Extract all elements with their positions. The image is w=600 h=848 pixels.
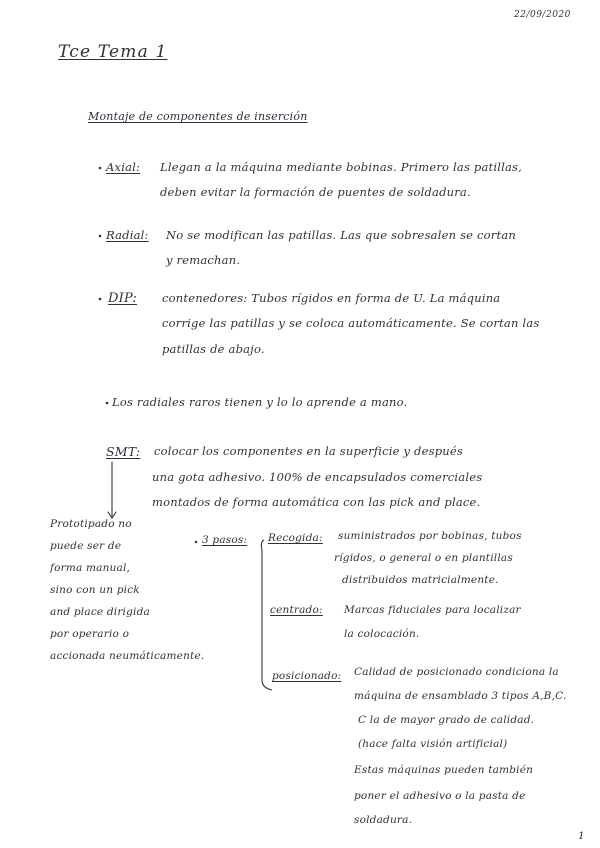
posicionado-line-6: poner el adhesivo o la pasta de [354,790,526,802]
recogida-line-3: distribuidos matricialmente. [342,574,499,586]
side-note-line-5: and place dirigida [50,606,150,618]
axial-label: Axial: [106,160,141,174]
posicionado-line-2: máquina de ensamblado 3 tipos A,B,C. [354,690,567,702]
posicionado-line-5: Estas máquinas pueden también [354,764,534,776]
side-note-line-7: accionada neumáticamente. [50,650,205,662]
posicionado-line-1: Calidad de posicionado condiciona la [354,666,559,678]
side-note-line-3: forma manual, [50,562,131,574]
side-note-line-1: Prototipado no [50,518,132,530]
posicionado-line-4: (hace falta visión artificial) [358,738,508,750]
date-text: 22/09/2020 [514,10,571,20]
posicionado-line-7: soldadura. [354,814,413,826]
recogida-line-2: rígidos, o general o en plantillas [334,552,513,564]
pasos-label: 3 pasos: [202,534,248,546]
side-note-line-4: sino con un pick [50,584,140,596]
page-title: Tce Tema 1 [58,42,168,62]
centrado-line-2: la colocación. [344,628,420,640]
posicionado-label: posicionado: [272,670,342,682]
dip-line-1: contenedores: Tubos rígidos en forma de U. La máquina [162,291,501,305]
down-arrow-icon [108,462,116,518]
radiales-note: Los radiales raros tienen y lo lo aprende a mano. [112,395,408,409]
axial-line-1: Llegan a la máquina mediante bobinas. Primero las patillas, [160,160,522,174]
radial-line-2: y remachan. [166,253,241,267]
centrado-label: centrado: [270,604,323,616]
centrado-line-1: Marcas fiduciales para localizar [344,604,521,616]
smt-line-1: colocar los componentes en la superficie y después [154,444,463,458]
smt-label: SMT: [106,444,141,459]
side-note-line-2: puede ser de [50,540,122,552]
recogida-line-1: suministrados por bobinas, tubos [338,530,522,542]
page-number: 1 [578,830,585,842]
smt-line-3: montados de forma automática con las pick and place. [152,495,481,509]
dip-line-3: patillas de abajo. [162,342,265,356]
recogida-label: Recogida: [268,532,323,544]
posicionado-line-3: C la de mayor grado de calidad. [358,714,535,726]
side-note-line-6: por operario o [50,628,130,640]
radial-line-1: No se modifican las patillas. Las que sobresalen se cortan [166,228,516,242]
section-heading: Montaje de componentes de inserción [88,110,308,123]
axial-line-2: deben evitar la formación de puentes de soldadura. [160,185,471,199]
dip-line-2: corrige las patillas y se coloca automáticamente. Se cortan las [162,316,540,330]
dip-label: DIP: [108,291,138,306]
smt-line-2: una gota adhesivo. 100% de encapsulados comerciales [152,470,483,484]
radial-label: Radial: [106,228,149,242]
